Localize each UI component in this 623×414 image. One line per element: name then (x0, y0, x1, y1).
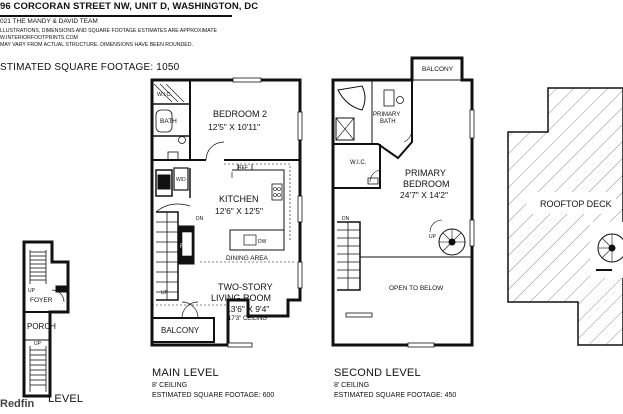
second-wic-label: W.I.C. (350, 160, 367, 166)
dishwasher-label: DW (258, 239, 267, 245)
team-name: 021 THE MANDY & DAVID TEAM (0, 18, 98, 25)
porch-label: PORCH (27, 322, 56, 331)
kitchen-dimensions: 12'6" X 12'5" (215, 206, 264, 216)
main-balcony-label: BALCONY (161, 326, 200, 335)
washer-dryer-label: W/D (176, 177, 186, 183)
refrigerator-label: REF (238, 165, 248, 171)
bedroom2-label: BEDROOM 2 (213, 109, 268, 119)
total-square-footage: STIMATED SQUARE FOOTAGE: 1050 (0, 62, 180, 73)
main-up-label: UP (161, 290, 168, 296)
main-level-title: MAIN LEVEL (152, 367, 219, 379)
dining-area-label: DINING AREA (226, 255, 268, 262)
living-room-label-2: LIVING ROOM (211, 293, 272, 303)
second-level-plan (333, 58, 474, 347)
kitchen-label: KITCHEN (219, 194, 259, 204)
primary-bath-label-1: PRIMARY (373, 112, 401, 118)
open-to-below-label: OPEN TO BELOW (389, 285, 444, 292)
foyer-label: FOYER (30, 297, 53, 304)
website: W.INTERIORFOOTPRINTS.COM (0, 35, 78, 41)
living-room-ceiling: 17'3" CEILING (228, 316, 267, 322)
rooftop-deck-label: ROOFTOP DECK (540, 199, 612, 209)
primary-bath-label-2: BATH (380, 119, 396, 125)
bedroom2-dimensions: 12'5" X 10'11" (208, 122, 261, 132)
second-dn-label: DN (342, 216, 350, 222)
main-dn-label: DN (196, 216, 204, 222)
second-up-label: UP (429, 234, 436, 240)
address: 96 CORCORAN STREET NW, UNIT D, WASHINGTON, DC (0, 1, 259, 12)
disclaimer-line-2: MAY VARY FROM ACTUAL STRUCTURE. DIMENSIONS HAVE BEEN ROUNDED. (0, 42, 193, 48)
redfin-watermark: Redfin (0, 398, 35, 410)
second-level-title: SECOND LEVEL (334, 367, 421, 379)
fireplace-label: FP (180, 244, 188, 250)
living-room-dimensions: 13'6" X 9'4" (226, 304, 270, 314)
primary-bedroom-dimensions: 24'7" X 14'2" (400, 190, 449, 200)
primary-bedroom-label-2: BEDROOM (403, 179, 450, 189)
lower-up-label-2: UP (34, 341, 41, 347)
living-room-label-1: TWO-STORY (218, 282, 273, 292)
main-wic-label: W.I.C. (157, 92, 172, 98)
second-level-sqft: ESTIMATED SQUARE FOOTAGE: 450 (334, 392, 457, 399)
second-level-ceiling: 8' CEILING (334, 382, 370, 389)
lower-level-title: LEVEL (48, 393, 84, 405)
lower-up-label: UP (28, 288, 35, 294)
primary-bedroom-label-1: PRIMARY (405, 168, 446, 178)
main-level-sqft: ESTIMATED SQUARE FOOTAGE: 600 (152, 392, 275, 399)
disclaimer-line-1: LLUSTRATIONS, DIMENSIONS AND SQUARE FOOTAGE ESTIMATES ARE APPROXIMATE (0, 28, 217, 34)
rooftop-plan (508, 88, 623, 345)
main-level-ceiling: 8' CEILING (152, 382, 188, 389)
lower-level-plan (24, 242, 68, 396)
second-balcony-label: BALCONY (422, 66, 454, 73)
main-bath-label: BATH (160, 118, 177, 125)
